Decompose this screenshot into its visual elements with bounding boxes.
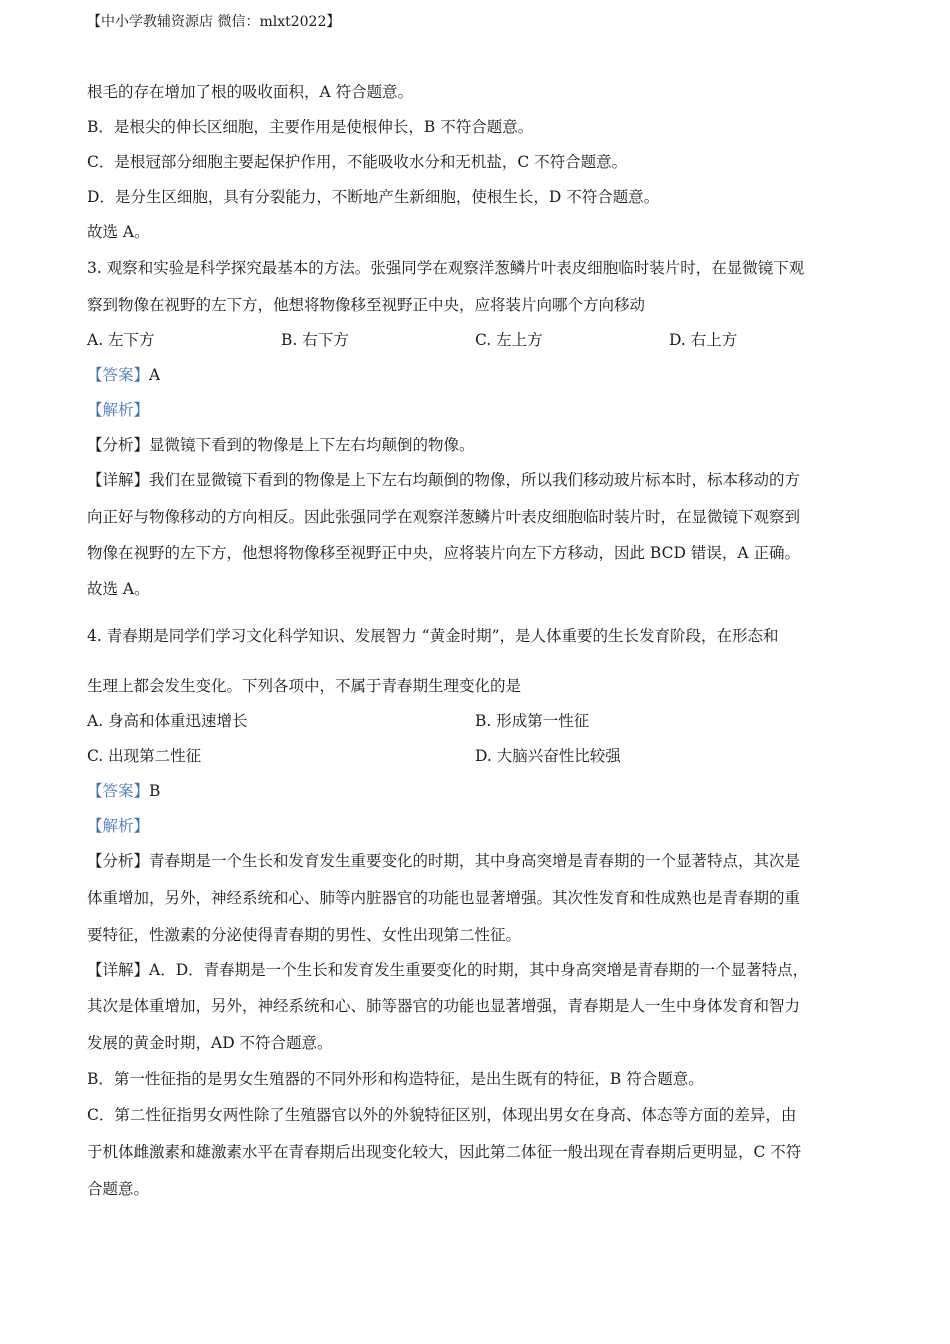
fenxi-tag: 【分析】 <box>87 852 150 870</box>
q4-option-a: A. 身高和体重迅速增长 <box>87 712 248 730</box>
q3-answer <box>87 363 160 387</box>
q3-xiangjie-line-1 <box>87 468 859 492</box>
xiangjie-tag: 【详解】 <box>87 471 150 489</box>
fenxi-tag: 【分析】 <box>87 436 150 454</box>
q4-explanation-c-line-3: 合题意。 <box>87 1180 150 1198</box>
q2-explanation-c: C．是根冠部分细胞主要起保护作用，不能吸收水分和无机盐，C 不符合题意。 <box>87 153 628 171</box>
q4-fenxi-line-3: 要特征，性激素的分泌使得青春期的男性、女性出现第二性征。 <box>87 926 522 944</box>
q3-analysis-tag: 【解析】 <box>87 401 150 419</box>
q3-option-b: B. 右下方 <box>281 331 349 349</box>
q2-explanation-a: 根毛的存在增加了根的吸收面积，A 符合题意。 <box>87 83 414 101</box>
q4-explanation-c-line-1: C．第二性征指男女两性除了生殖器官以外的外貌特征区别，体现出男女在身高、体态等方面的差异，由 <box>87 1106 797 1124</box>
q4-fenxi-line-2: 体重增加，另外，神经系统和心、肺等内脏器官的功能也显著增强。其次性发育和性成熟也是青春期的重 <box>87 889 801 907</box>
q2-conclusion: 故选 A。 <box>87 223 150 241</box>
q4-explanation-c-line-2: 于机体雌激素和雄激素水平在青春期后出现变化较大，因此第二体征一般出现在青春期后更明显，C 不符 <box>87 1143 802 1161</box>
q4-answer <box>87 779 160 803</box>
answer-tag: 【答案】 <box>87 782 150 800</box>
answer-value: B <box>149 782 161 800</box>
q2-explanation-d: D．是分生区细胞，具有分裂能力，不断地产生新细胞，使根生长，D 不符合题意。 <box>87 188 660 206</box>
q2-explanation-b: B．是根尖的伸长区细胞，主要作用是使根伸长，B 不符合题意。 <box>87 118 534 136</box>
q3-xiangjie-line-2: 向正好与物像移动的方向相反。因此张强同学在观察洋葱鳞片叶表皮细胞临时装片时，在显微镜下观察到 <box>87 508 801 526</box>
fenxi-text: 显微镜下看到的物像是上下左右均颠倒的物像。 <box>149 436 475 454</box>
q3-option-c: C. 左上方 <box>475 331 543 349</box>
answer-value: A <box>149 366 161 384</box>
q4-option-d: D. 大脑兴奋性比较强 <box>475 747 621 765</box>
q4-stem-line-1: 4. 青春期是同学们学习文化科学知识、发展智力 “黄金时期”，是人体重要的生长发育阶段，在形态和 <box>87 627 779 645</box>
xiangjie-tag: 【详解】 <box>87 961 150 979</box>
xiangjie-text: A．D．青春期是一个生长和发育发生重要变化的时期，其中身高突增是青春期的一个显著特点， <box>149 961 809 979</box>
q4-xiangjie-line-1 <box>87 958 859 982</box>
q3-stem-line-2: 察到物像在视野的左下方，他想将物像移至视野正中央，应将装片向哪个方向移动 <box>87 296 646 314</box>
q3-option-a: A. 左下方 <box>87 331 155 349</box>
page-header: 【中小学教辅资源店 微信：mlxt2022】 <box>87 14 341 30</box>
q4-analysis-tag: 【解析】 <box>87 817 150 835</box>
xiangjie-text: 我们在显微镜下看到的物像是上下左右均颠倒的物像，所以我们移动玻片标本时，标本移动的方 <box>149 471 801 489</box>
q4-option-c: C. 出现第二性征 <box>87 747 202 765</box>
q4-fenxi-line-1 <box>87 849 859 873</box>
q3-conclusion: 故选 A。 <box>87 580 150 598</box>
q3-stem-line-1: 3. 观察和实验是科学探究最基本的方法。张强同学在观察洋葱鳞片叶表皮细胞临时装片时，在显微镜下观 <box>87 259 805 277</box>
q3-fenxi <box>87 433 475 457</box>
q3-xiangjie-line-3: 物像在视野的左下方，他想将物像移至视野正中央，应将装片向左下方移动，因此 BCD 错误，A 正确。 <box>87 544 800 562</box>
q3-option-d: D. 右上方 <box>669 331 738 349</box>
q4-option-b: B. 形成第一性征 <box>475 712 590 730</box>
q4-xiangjie-line-2: 其次是体重增加，另外，神经系统和心、肺等器官的功能也显著增强，青春期是人一生中身体发育和智力 <box>87 997 801 1015</box>
answer-tag: 【答案】 <box>87 366 150 384</box>
q4-explanation-b: B．第一性征指的是男女生殖器的不同外形和构造特征，是出生既有的特征，B 符合题意。 <box>87 1070 704 1088</box>
q4-stem-line-2: 生理上都会发生变化。下列各项中，不属于青春期生理变化的是 <box>87 677 522 695</box>
fenxi-text: 青春期是一个生长和发育发生重要变化的时期，其中身高突增是青春期的一个显著特点，其次是 <box>149 852 801 870</box>
q4-xiangjie-line-3: 发展的黄金时期，AD 不符合题意。 <box>87 1034 333 1052</box>
